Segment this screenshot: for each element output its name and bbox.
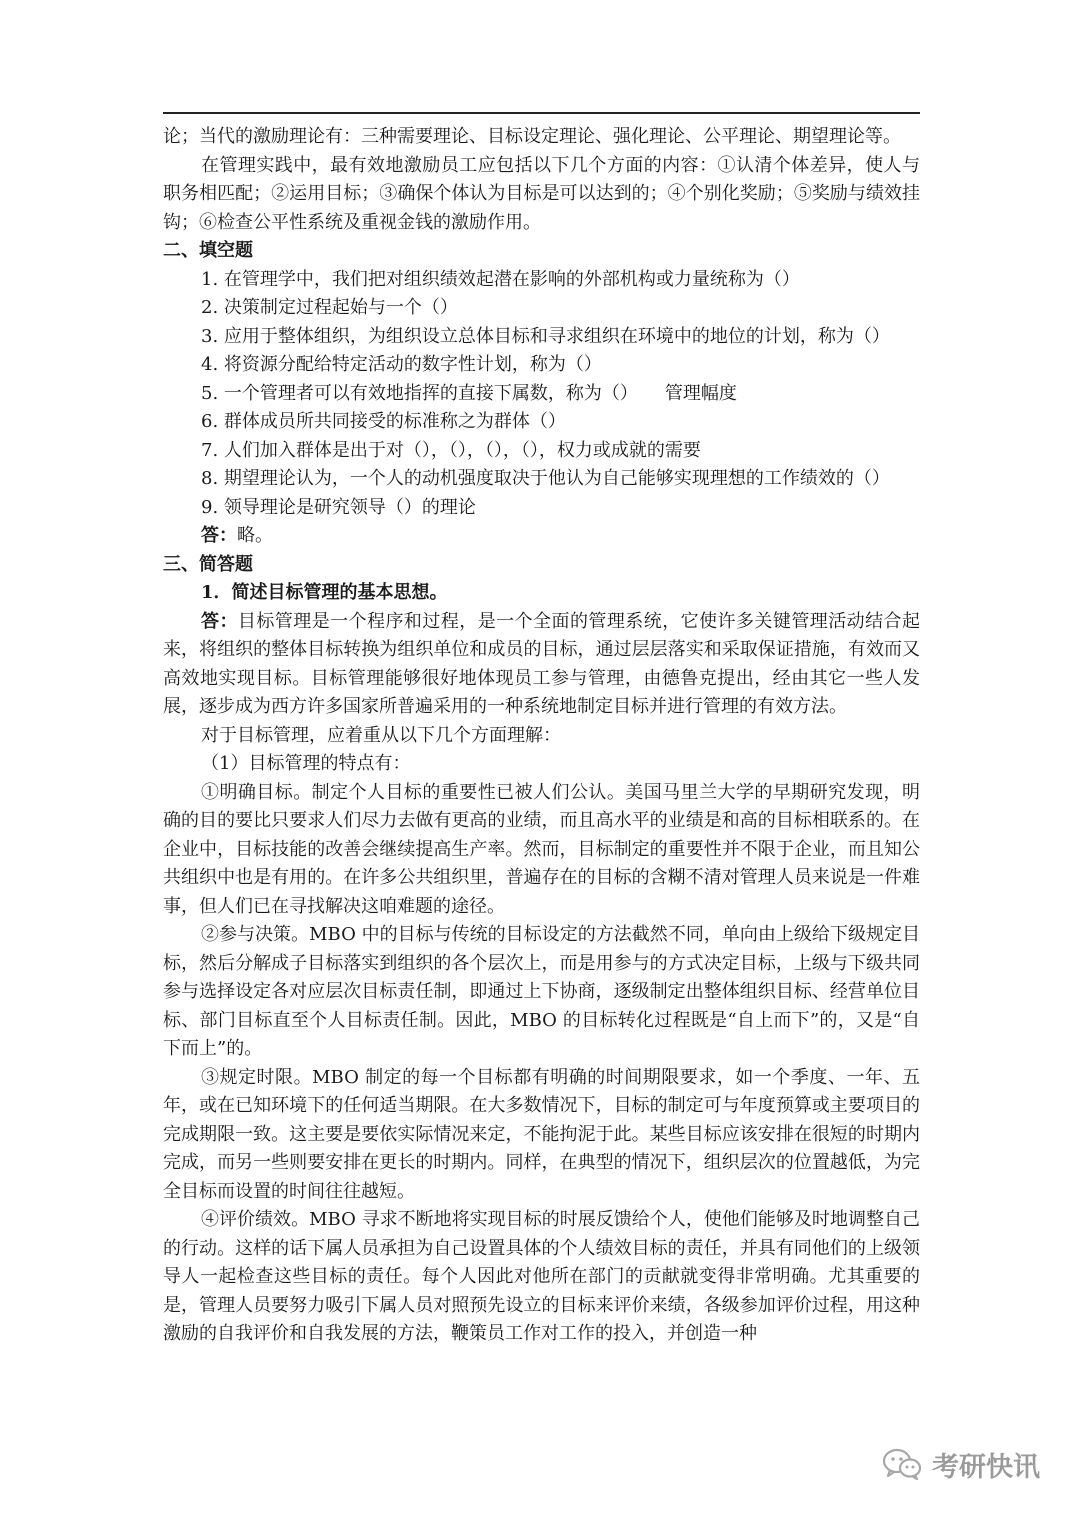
fill-item: 8. 期望理论认为，一个人的动机强度取决于他认为自己能够实现理想的工作绩效的（） (201, 468, 890, 489)
subheading-features: （1）目标管理的特点有： (201, 753, 411, 774)
question-title: 1．简述目标管理的基本思想。 (201, 582, 448, 603)
paragraph-practice: 在管理实践中，最有效地激励员工应包括以下几个方面的内容：①认清个体差异，使人与职务相匹配；②运用目标；③确保个体认为目标是可以达到的；④个别化奖励；⑤奖励与绩效挂钩；⑥检查公平性系统及重视金钱的激励作用。 (163, 154, 920, 233)
answer-label: 答： (201, 610, 238, 632)
fill-item: 7. 人们加入群体是出于对（），（），（），（），权力或成就的需要 (201, 439, 701, 461)
section-heading-short: 三、简答题 (163, 553, 253, 575)
fill-list (163, 266, 920, 523)
answer-paragraph (163, 608, 920, 722)
fill-item: 5. 一个管理者可以有效地指挥的直接下属数，称为（） 管理幅度 (201, 382, 737, 404)
fill-item: 1. 在管理学中，我们把对组织绩效起潜在影响的外部机构或力量统称为（） (201, 268, 800, 290)
document-body (163, 123, 920, 1349)
wechat-icon (882, 1447, 922, 1481)
section-heading-fill: 二、填空题 (163, 240, 253, 261)
paragraph-focus: 对于目标管理，应着重从以下几个方面理解： (201, 724, 561, 746)
answer-text: 目标管理是一个程序和过程，是一个全面的管理系统，它使许多关键管理活动结合起来，将组织的整体目标转换为组织单位和成员的目标，通过层层落实和采取保证措施，有效而又高效地实现目标。目标管理能够很好地体现员工参与管理，由德鲁克提出，经由其它一些人发展，逐步成为西方许多国家所普遍采用的一种系统地制定目标并进行管理的有效方法。 (163, 610, 921, 717)
fill-item: 9. 领导理论是研究领导（）的理论 (201, 496, 476, 518)
header-rule (163, 112, 920, 114)
paragraph-time-limit: ③规定时限。MBO 制定的每一个目标都有明确的时间期限要求，如一个季度、一年、五年，或在已知环境下的任何适当期限。在大多数情况下，目标的制定可与年度预算或主要项目的完成期限一致。这主要是要依实际情况来定，不能拘泥于此。某些目标应该安排在很短的时期内完成，而另一些则要安排在更长的时期内。同样，在典型的情况下，组织层次的位置越低，为完全目标而设置的时间往往越短。 (163, 1066, 920, 1202)
fill-item: 2. 决策制定过程起始与一个（） (201, 297, 458, 318)
answer-text: 略。 (237, 525, 273, 546)
watermark (882, 1442, 1040, 1486)
paragraph-participation: ②参与决策。MBO 中的目标与传统的目标设定的方法截然不同，单向由上级给下级规定目标，然后分解成子目标落实到组织的各个层次上，而是用参与的方式决定目标，上级与下级共同参与选择设定各对应层次目标责任制，即通过上下协商，逐级制定出整体组织目标、经营单位目标、部门目标直至个人目标责任制。因此，MBO 的目标转化过程既是“自上而下”的，又是“自下而上”的。 (163, 924, 920, 1059)
watermark-brand: 考研快讯 (932, 1451, 1040, 1483)
paragraph-clear-goals: ①明确目标。制定个人目标的重要性已被人们公认。美国马里兰大学的早期研究发现，明确的目的要比只要求人们尽力去做有更高的业绩，而且高水平的业绩是和高的目标相联系的。在企业中，目标技能的改善会继续提高生产率。然而，目标制定的重要性并不限于企业，而且知公共组织中也是有用的。在许多公共组织里，普遍存在的目标的含糊不清对管理人员来说是一件难事，但人们已在寻找解决这咱难题的途径。 (163, 781, 920, 917)
fill-item: 4. 将资源分配给特定活动的数字性计划，称为（） (201, 354, 602, 375)
fill-item: 3. 应用于整体组织，为组织设立总体目标和寻求组织在环境中的地位的计划，称为（） (201, 325, 890, 347)
fill-item: 6. 群体成员所共同接受的标准称之为群体（） (201, 411, 566, 432)
answer-label: 答： (201, 525, 237, 546)
paragraph-continuation: 论；当代的激励理论有：三种需要理论、目标设定理论、强化理论、公平理论、期望理论等。 (163, 126, 901, 147)
fill-answer (163, 522, 920, 551)
paragraph-evaluation: ④评价绩效。MBO 寻求不断地将实现目标的时展反馈给个人，使他们能够及时地调整自己的行动。这样的话下属人员承担为自己设置具体的个人绩效目标的责任，并具有同他们的上级领导人一起检查这些目标的责任。每个人因此对他所在部门的贡献就变得非常明确。尤其重要的是，管理人员要努力吸引下属人员对照预先设立的目标来评价来绩，各级参加评价过程，用这种激励的自我评价和自我发展的方法，鞭策员工作对工作的投入，并创造一种 (163, 1209, 920, 1344)
